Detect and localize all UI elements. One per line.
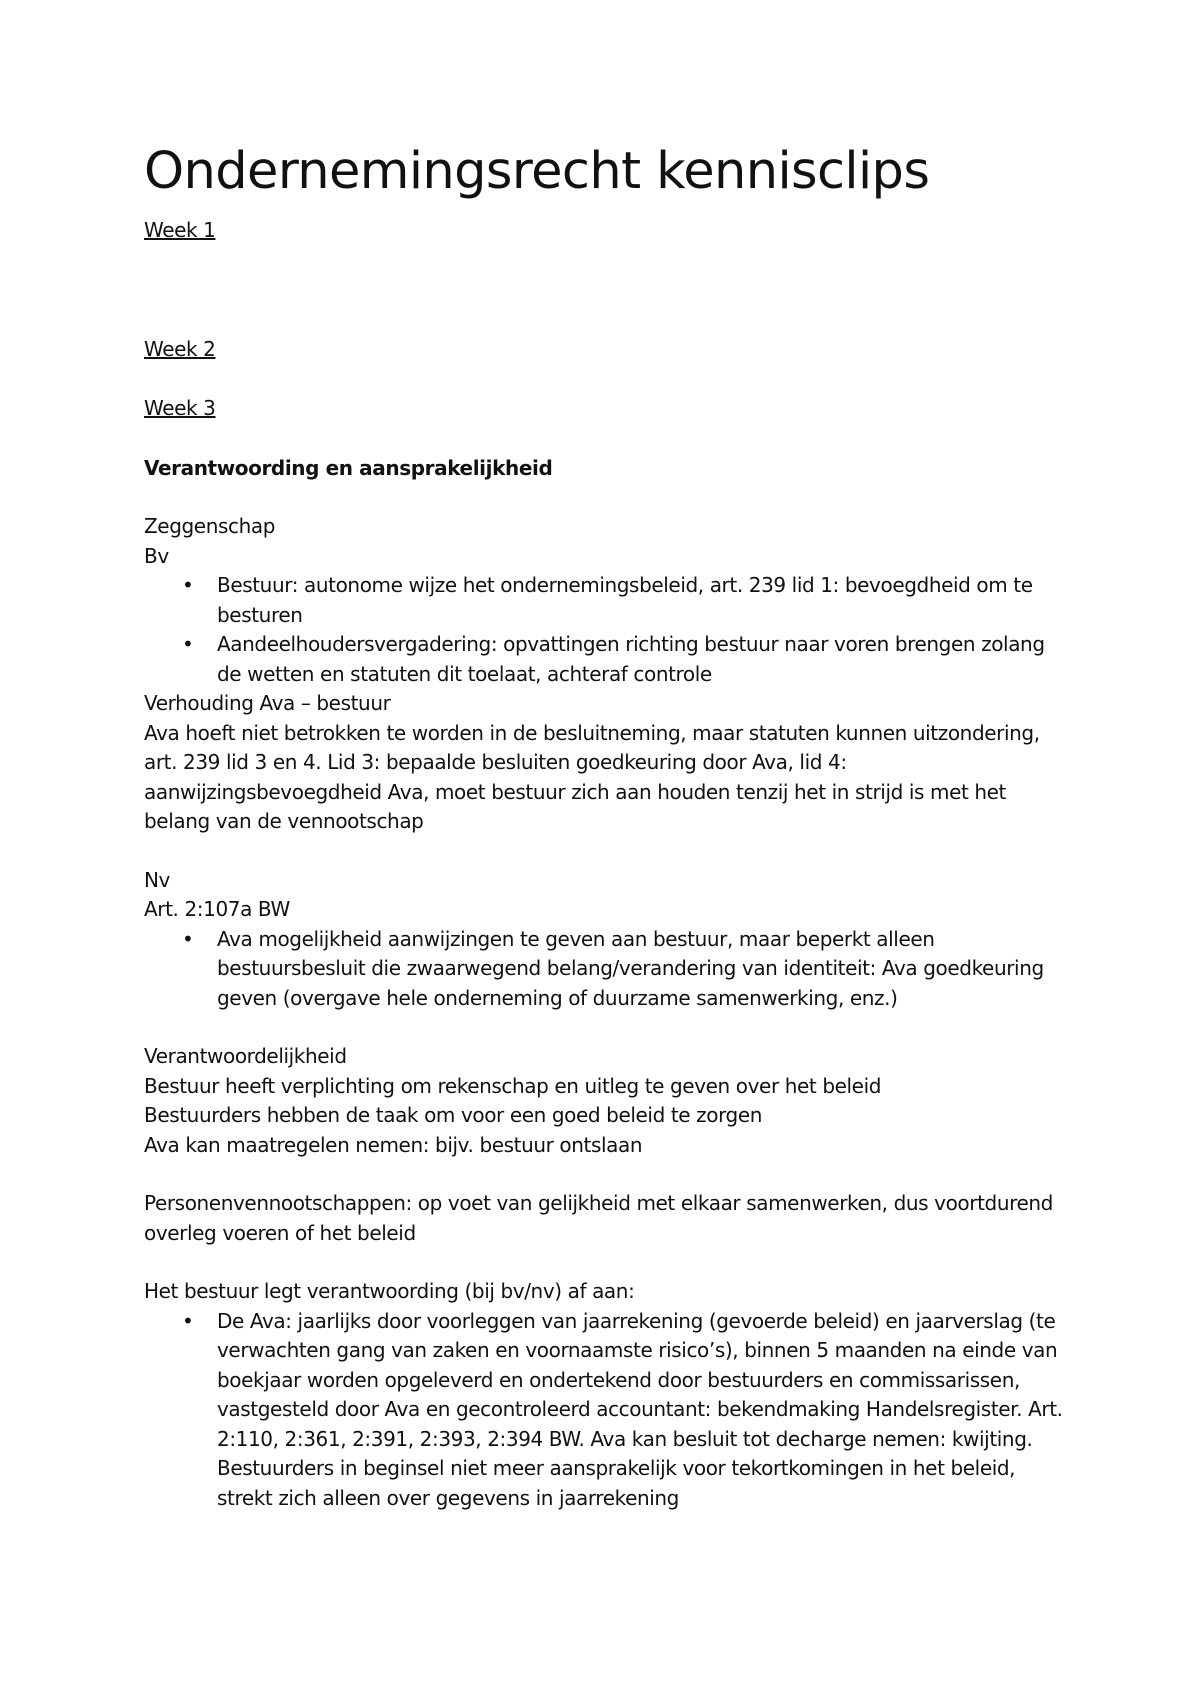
nv-label: Nv: [144, 867, 170, 892]
bullet-icon: •: [182, 632, 194, 656]
week-3-heading: Week 3: [144, 396, 216, 420]
verantwoording-list: [144, 1307, 1074, 1514]
bullet-icon: •: [182, 1308, 194, 1333]
document-title: Ondernemingsrecht kennisclips: [144, 142, 930, 201]
verantwoordelijkheid-line: Bestuur heeft verplichting om rekenschap en uitleg te geven over het beleid: [144, 1073, 882, 1098]
list-item: [144, 925, 1074, 1014]
list-item-text: De Ava: jaarlijks door voorleggen van jaarrekening (gevoerde beleid) en jaarverslag (te verwachten gang van zaken en voornaamste risico’s), binnen 5 maanden na einde van boekjaar worden opgeleverd en ondertekend door bestuurders en commissarissen, vastgesteld door Ava en gecontroleerd accountant: bekendmaking Handelsregister. Art. 2:110, 2:361, 2:391, 2:393, 2:394 BW. Ava kan besluit tot decharge nemen: kwijting. Bestuurders in beginsel niet meer aansprakelijk voor tekortkomingen in het beleid, strekt zich alleen over gegevens in jaarrekening: [217, 1308, 1063, 1510]
week-1-heading: Week 1: [144, 218, 216, 242]
verhouding-text: Ava hoeft niet betrokken te worden in de besluitneming, maar statuten kunnen uitzondering, art. 239 lid 3 en 4. Lid 3: bepaalde besluiten goedkeuring door Ava, lid 4: aanwijzingsbevoegdheid Ava, moet bestuur zich aan houden tenzij het in strijd is met het belang van de vennootschap: [144, 720, 1040, 833]
zeggenschap-heading: Zeggenschap: [144, 514, 276, 538]
list-item: [144, 1307, 1074, 1514]
document-page: [144, 140, 1074, 1513]
nv-article: Art. 2:107a BW: [144, 897, 290, 921]
verantwoording-heading: Het bestuur legt verantwoording (bij bv/nv) af aan:: [144, 1279, 635, 1303]
list-item-text: Ava mogelijkheid aanwijzingen te geven aan bestuur, maar beperkt alleen bestuursbesluit die zwaarwegend belang/verandering van identiteit: Ava goedkeuring geven (overgave hele onderneming of duurzame samenwerking, enz.): [217, 926, 1044, 1010]
personenvennootschappen-text: Personenvennootschappen: op voet van gelijkheid met elkaar samenwerken, dus voortdurend overleg voeren of het beleid: [144, 1191, 1053, 1245]
nv-list: [144, 925, 1074, 1014]
section-heading: Verantwoording en aansprakelijkheid: [144, 455, 553, 480]
verantwoordelijkheid-line: Ava kan maatregelen nemen: bijv. bestuur ontslaan: [144, 1132, 643, 1157]
list-item: [144, 571, 1074, 630]
bullet-icon: •: [182, 573, 194, 597]
verantwoordelijkheid-heading: Verantwoordelijkheid: [144, 1044, 347, 1068]
week-2-heading: Week 2: [144, 336, 216, 361]
bullet-icon: •: [182, 926, 194, 951]
list-item: [144, 630, 1074, 689]
list-item-text: Aandeelhoudersvergadering: opvattingen richting bestuur naar voren brengen zolang de wetten en statuten dit toelaat, achteraf controle: [217, 632, 1045, 686]
list-item-text: Bestuur: autonome wijze het ondernemingsbeleid, art. 239 lid 1: bevoegdheid om te besturen: [217, 573, 1033, 627]
verantwoordelijkheid-line: Bestuurders hebben de taak om voor een goed beleid te zorgen: [144, 1103, 763, 1127]
bv-list: [144, 571, 1074, 689]
bv-label: Bv: [144, 543, 169, 568]
verhouding-heading: Verhouding Ava – bestuur: [144, 691, 391, 715]
